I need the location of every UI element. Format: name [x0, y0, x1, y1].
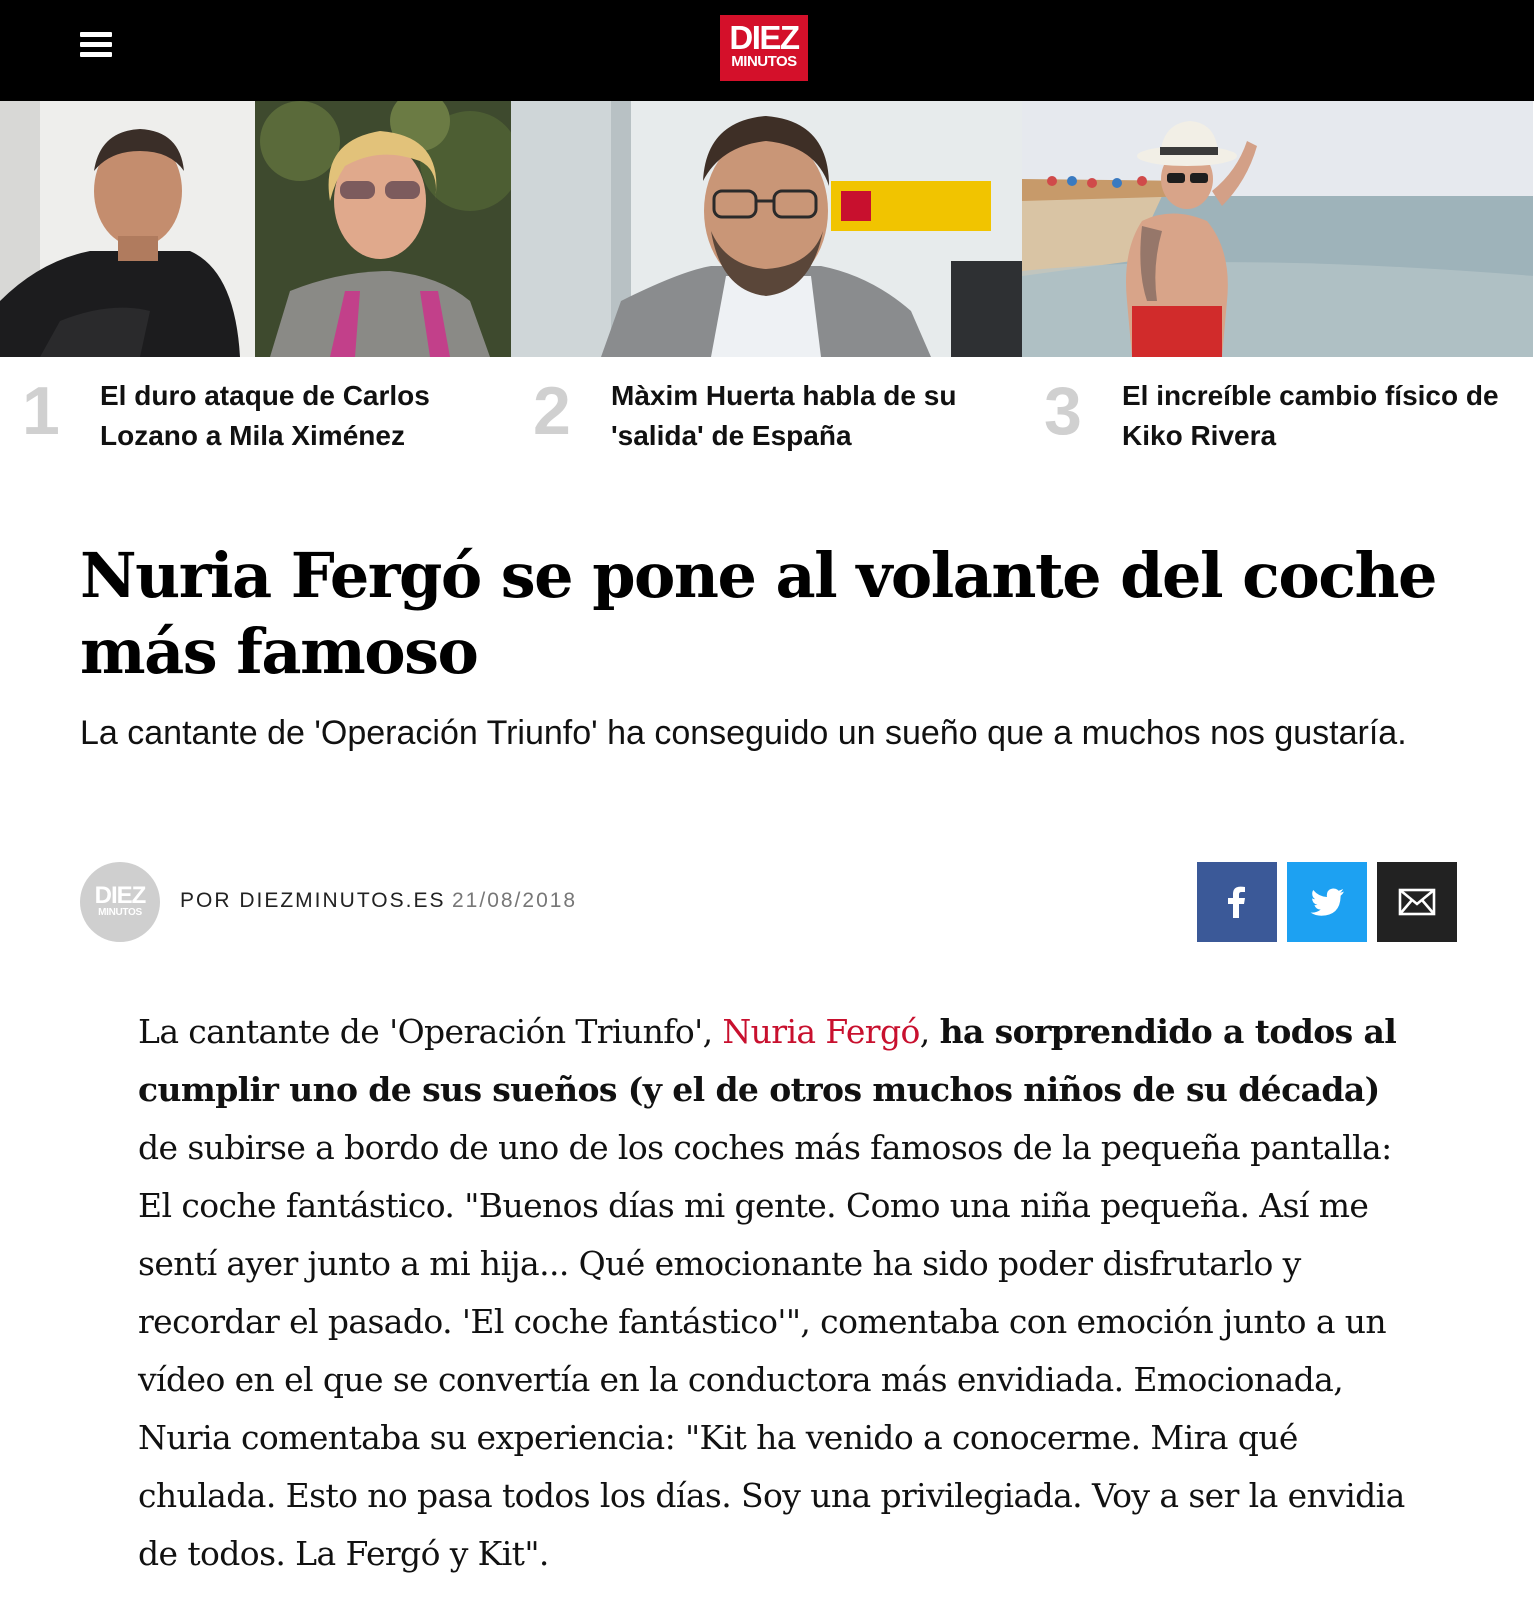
- author-avatar[interactable]: [80, 862, 160, 942]
- hamburger-icon[interactable]: [80, 31, 112, 59]
- trending-image-2[interactable]: [511, 101, 1022, 357]
- trending-title-1[interactable]: El duro ataque de Carlos Lozano a Mila Ximénez: [100, 380, 430, 451]
- trending-stories: [0, 101, 1534, 481]
- trending-item-1[interactable]: [0, 101, 511, 481]
- author-name[interactable]: POR DIEZMINUTOS.ES: [180, 889, 446, 912]
- trending-number-3: 3: [1044, 373, 1082, 449]
- email-share-button[interactable]: [1377, 862, 1457, 942]
- article-headline: Nuria Fergó se pone al volante del coche más famoso: [80, 539, 1436, 688]
- email-icon: [1397, 882, 1437, 922]
- avatar-text-top: DIEZ: [94, 882, 146, 909]
- trending-number-1: 1: [22, 373, 60, 449]
- body-text-start: La cantante de 'Operación Triunfo',: [138, 1012, 723, 1051]
- trending-item-2[interactable]: [511, 101, 1022, 481]
- article-body: [138, 1003, 1408, 1583]
- avatar-text-bottom: MINUTOS: [98, 907, 142, 918]
- article-byline: [80, 862, 1460, 942]
- logo-text-top: DIEZ: [729, 19, 799, 56]
- trending-title-2[interactable]: Màxim Huerta habla de su 'salida' de España: [611, 380, 957, 451]
- trending-title-3[interactable]: El increíble cambio físico de Kiko Rivera: [1122, 380, 1499, 451]
- facebook-icon: [1217, 882, 1257, 922]
- publish-date: 21/08/2018: [452, 889, 578, 912]
- twitter-share-button[interactable]: [1287, 862, 1367, 942]
- body-bold-text: ha sorprendido a todos al cumplir uno de sus sueños (y el de otros muchos niños de su década): [138, 1012, 1397, 1109]
- trending-image-3[interactable]: [1022, 101, 1533, 357]
- facebook-share-button[interactable]: [1197, 862, 1277, 942]
- nuria-fergo-link[interactable]: Nuria Fergó: [722, 1012, 920, 1051]
- logo-text-bottom: MINUTOS: [731, 53, 797, 70]
- body-text-rest: de subirse a bordo de uno de los coches más famosos de la pequeña pantalla: El coche fantástico. "Buenos días mi gente. Como una niña pequeña. Así me sentí ayer junto a mi hija... Qué emocionante ha sido poder disfrutarlo y recordar el pasado. 'El coche fantástico'", comentaba con emoción junto a un vídeo en el que se convertía en la conductora más envidiada. Emocionada, Nuria comentaba su experiencia: "Kit ha venido a conocerme. Mira qué chulada. Esto no pasa todos los días. Soy una privilegiada. Voy a ser la envidia de todos. La Fergó y Kit".: [138, 1128, 1405, 1573]
- trending-item-3[interactable]: [1022, 101, 1533, 481]
- site-logo[interactable]: [720, 15, 808, 81]
- body-text-comma: ,: [919, 1012, 940, 1051]
- trending-image-1[interactable]: [0, 101, 511, 357]
- top-navigation-bar: [0, 0, 1534, 101]
- article-dek: La cantante de 'Operación Triunfo' ha conseguido un sueño que a muchos nos gustaría.: [80, 714, 1407, 752]
- twitter-icon: [1307, 882, 1347, 922]
- trending-number-2: 2: [533, 373, 571, 449]
